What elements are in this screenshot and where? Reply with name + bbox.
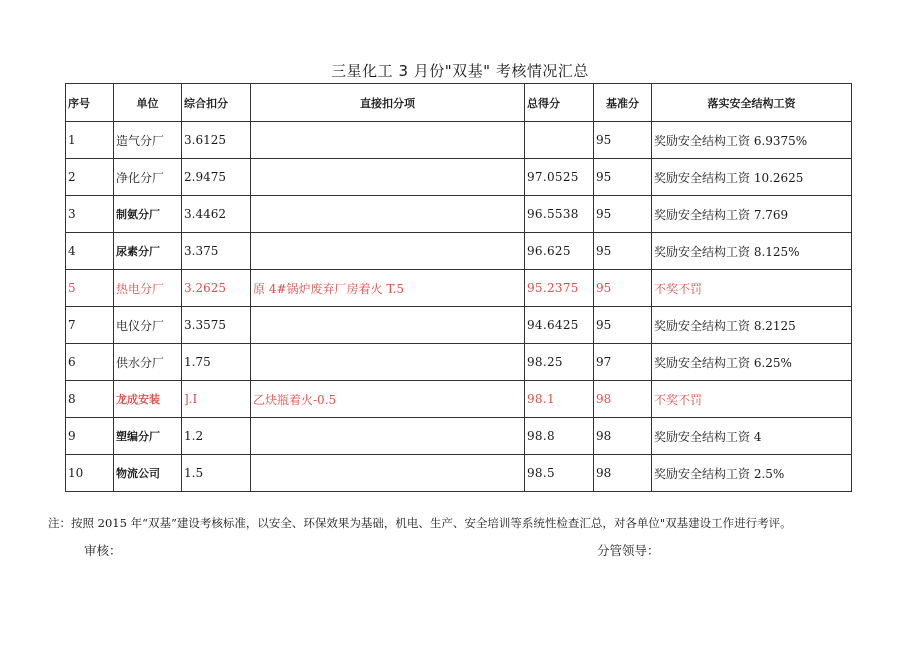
row-total-score: 97.0525 <box>525 159 594 196</box>
row-comprehensive-deduction: 3.2625 <box>182 270 251 307</box>
table-row <box>66 196 852 233</box>
row-base-score: 95 <box>594 307 652 344</box>
row-direct-deduction <box>251 159 525 196</box>
row-unit: 制氨分厂 <box>114 196 182 233</box>
row-comprehensive-deduction: 1.5 <box>182 455 251 492</box>
row-total-score: 98.25 <box>525 344 594 381</box>
row-seq: 8 <box>66 381 114 418</box>
row-unit: 龙成安装 <box>114 381 182 418</box>
row-base-score: 95 <box>594 159 652 196</box>
row-base-score: 95 <box>594 196 652 233</box>
header-safety-wage: 落实安全结构工资 <box>652 84 852 122</box>
row-total-score: 98.1 <box>525 381 594 418</box>
row-seq: 9 <box>66 418 114 455</box>
header-base-score: 基准分 <box>594 84 652 122</box>
row-safety-wage: 奖励安全结构工资 8.125% <box>652 233 852 270</box>
header-direct-deduction: 直接扣分项 <box>251 84 525 122</box>
row-safety-wage: 不奖不罚 <box>652 270 852 307</box>
row-unit: 净化分厂 <box>114 159 182 196</box>
row-direct-deduction <box>251 233 525 270</box>
row-base-score: 95 <box>594 270 652 307</box>
row-safety-wage: 奖励安全结构工资 4 <box>652 418 852 455</box>
row-direct-deduction <box>251 455 525 492</box>
row-base-score: 95 <box>594 233 652 270</box>
table-row <box>66 455 852 492</box>
row-comprehensive-deduction: 2.9475 <box>182 159 251 196</box>
row-direct-deduction <box>251 344 525 381</box>
header-total-score: 总得分 <box>525 84 594 122</box>
row-comprehensive-deduction: ].I <box>182 381 251 418</box>
row-total-score <box>525 122 594 159</box>
table-row <box>66 233 852 270</box>
row-safety-wage: 奖励安全结构工资 7.769 <box>652 196 852 233</box>
row-base-score: 97 <box>594 344 652 381</box>
row-unit: 热电分厂 <box>114 270 182 307</box>
row-direct-deduction <box>251 418 525 455</box>
row-base-score: 98 <box>594 418 652 455</box>
row-comprehensive-deduction: 3.375 <box>182 233 251 270</box>
row-direct-deduction <box>251 307 525 344</box>
row-total-score: 96.625 <box>525 233 594 270</box>
table-header-row <box>66 84 852 122</box>
row-unit: 尿素分厂 <box>114 233 182 270</box>
row-direct-deduction: 乙炔瓶着火-0.5 <box>251 381 525 418</box>
table-row <box>66 159 852 196</box>
row-unit: 造气分厂 <box>114 122 182 159</box>
row-direct-deduction: 原 4#锅炉废弃厂房着火 T.5 <box>251 270 525 307</box>
table-row <box>66 307 852 344</box>
row-comprehensive-deduction: 3.6125 <box>182 122 251 159</box>
header-seq: 序号 <box>66 84 114 122</box>
row-seq: 3 <box>66 196 114 233</box>
row-unit: 供水分厂 <box>114 344 182 381</box>
row-comprehensive-deduction: 1.2 <box>182 418 251 455</box>
row-safety-wage: 奖励安全结构工资 10.2625 <box>652 159 852 196</box>
row-comprehensive-deduction: 3.3575 <box>182 307 251 344</box>
table-row <box>66 122 852 159</box>
row-total-score: 98.5 <box>525 455 594 492</box>
row-seq: 2 <box>66 159 114 196</box>
table-row <box>66 418 852 455</box>
table-row <box>66 344 852 381</box>
row-seq: 5 <box>66 270 114 307</box>
row-base-score: 95 <box>594 122 652 159</box>
row-seq: 4 <box>66 233 114 270</box>
row-unit: 电仪分厂 <box>114 307 182 344</box>
row-unit: 塑编分厂 <box>114 418 182 455</box>
row-total-score: 96.5538 <box>525 196 594 233</box>
table-row <box>66 381 852 418</box>
row-seq: 6 <box>66 344 114 381</box>
row-seq: 7 <box>66 307 114 344</box>
audit-signature-label: 审核： <box>84 543 122 558</box>
row-safety-wage: 奖励安全结构工资 6.25% <box>652 344 852 381</box>
row-total-score: 95.2375 <box>525 270 594 307</box>
row-base-score: 98 <box>594 455 652 492</box>
document-title: 三星化工 3 月份"双基" 考核情况汇总 <box>331 62 589 80</box>
row-seq: 1 <box>66 122 114 159</box>
row-safety-wage: 不奖不罚 <box>652 381 852 418</box>
row-direct-deduction <box>251 196 525 233</box>
row-comprehensive-deduction: 3.4462 <box>182 196 251 233</box>
header-comprehensive-deduction: 综合扣分 <box>182 84 251 122</box>
assessment-table <box>65 83 852 492</box>
row-comprehensive-deduction: 1.75 <box>182 344 251 381</box>
row-safety-wage: 奖励安全结构工资 2.5% <box>652 455 852 492</box>
row-seq: 10 <box>66 455 114 492</box>
table-row <box>66 270 852 307</box>
footnote: 注：按照 2015 年“双基”建设考核标准，以安全、环保效果为基础，机电、生产、安全培训等系统性检查汇总，对各单位"双基建设工作进行考评。 <box>48 516 792 530</box>
row-total-score: 98.8 <box>525 418 594 455</box>
row-direct-deduction <box>251 122 525 159</box>
row-safety-wage: 奖励安全结构工资 8.2125 <box>652 307 852 344</box>
row-unit: 物流公司 <box>114 455 182 492</box>
row-base-score: 98 <box>594 381 652 418</box>
row-total-score: 94.6425 <box>525 307 594 344</box>
supervisor-signature-label: 分管领导： <box>597 543 660 558</box>
header-unit: 单位 <box>114 84 182 122</box>
row-safety-wage: 奖励安全结构工资 6.9375% <box>652 122 852 159</box>
